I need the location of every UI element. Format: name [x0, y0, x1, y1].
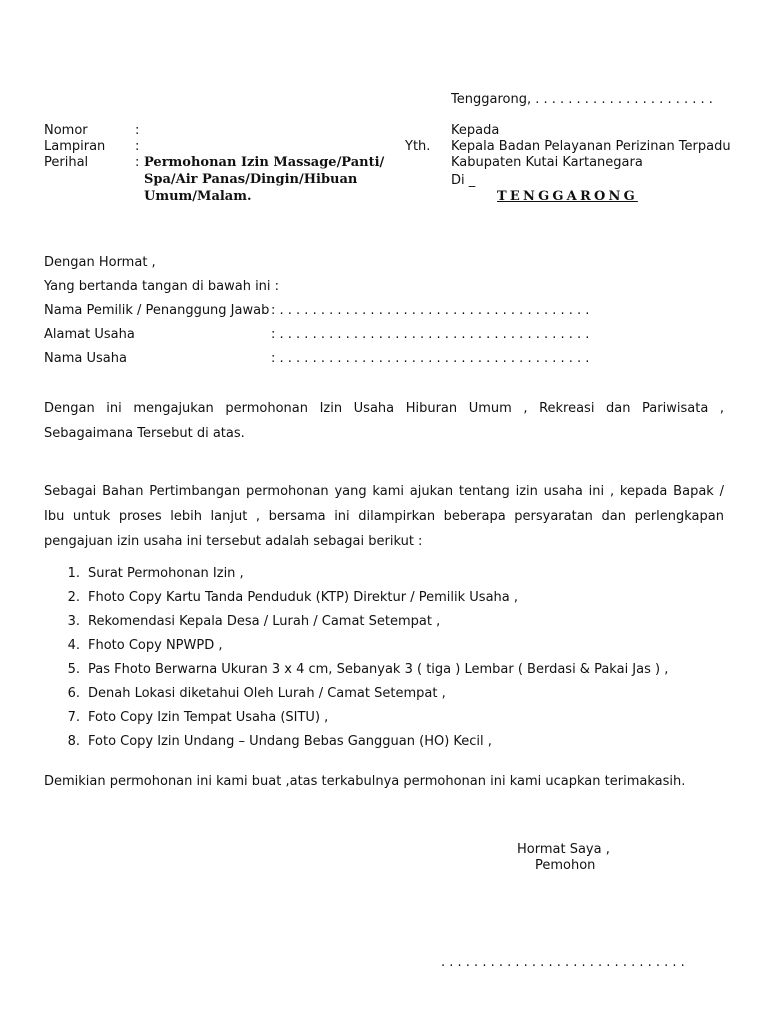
field-value-business-name: : . . . . . . . . . . . . . . . . . . . . . . . . . . . . . . . . . . . . . .: [271, 351, 590, 366]
list-item: [44, 562, 668, 586]
list-item-text: Surat Permohonan Izin ,: [88, 566, 244, 581]
request-paragraph: Dengan ini mengajukan permohonan Izin Usaha Hiburan Umum , Rekreasi dan Pariwisata , Sebagaimana Tersebut di atas.: [44, 401, 724, 441]
lampiran-label: Lampiran: [44, 139, 106, 154]
lampiran-colon: :: [135, 139, 140, 154]
perihal-subject-line1: Permohonan Izin Massage/Panti/: [144, 155, 385, 170]
signature-role: Pemohon: [535, 858, 596, 873]
signature-line: . . . . . . . . . . . . . . . . . . . . . . . . . . . . . .: [441, 955, 685, 970]
list-item-text: Pas Fhoto Berwarna Ukuran 3 x 4 cm, Sebanyak 3 ( tiga ) Lembar ( Berdasi & Pakai Jas ) ,: [88, 662, 669, 677]
list-item: [44, 730, 668, 754]
kepada-label: Kepada: [451, 123, 500, 138]
requirements-list: [44, 562, 668, 754]
perihal-colon: :: [135, 155, 140, 170]
requirements-intro-paragraph: Sebagai Bahan Pertimbangan permohonan yang kami ajukan tentang izin usaha ini , kepada Bapak / Ibu untuk proses lebih lanjut , bersama ini dilampirkan beberapa persyaratan dan perlengkapan pengajuan izin usaha ini tersebut adalah sebagai berikut :: [44, 484, 724, 549]
list-item-number: 1.: [67, 566, 80, 581]
list-item-number: 4.: [67, 638, 80, 653]
intro-line: Yang bertanda tangan di bawah ini :: [44, 279, 280, 294]
recipient-title: Kepala Badan Pelayanan Perizinan Terpadu: [451, 139, 731, 154]
recipient-region: Kabupaten Kutai Kartanegara: [451, 155, 643, 170]
yth-label: Yth.: [405, 139, 431, 154]
list-item-text: Rekomendasi Kepala Desa / Lurah / Camat Setempat ,: [88, 614, 441, 629]
greeting: Dengan Hormat ,: [44, 255, 156, 270]
perihal-subject-line3: Umum/Malam.: [144, 189, 252, 204]
list-item: [44, 634, 668, 658]
perihal-label: Perihal: [44, 155, 89, 170]
list-item-text: Denah Lokasi diketahui Oleh Lurah / Camat Setempat ,: [88, 686, 446, 701]
field-label-business-name: Nama Usaha: [44, 351, 127, 366]
di-label: Di _: [451, 173, 476, 188]
signature-regards: Hormat Saya ,: [517, 842, 610, 857]
list-item-number: 3.: [67, 614, 80, 629]
list-item-text: Foto Copy Izin Tempat Usaha (SITU) ,: [88, 710, 329, 725]
field-label-address: Alamat Usaha: [44, 327, 135, 342]
list-item-number: 8.: [67, 734, 80, 749]
list-item: [44, 586, 668, 610]
nomor-colon: :: [135, 123, 140, 138]
place-date-line: Tenggarong, . . . . . . . . . . . . . . . . . . . . . .: [451, 92, 713, 107]
field-label-owner: Nama Pemilik / Penanggung Jawab: [44, 303, 270, 318]
list-item-number: 6.: [67, 686, 80, 701]
list-item: [44, 658, 668, 682]
closing-sentence: Demikian permohonan ini kami buat ,atas terkabulnya permohonan ini kami ucapkan terimakasih.: [44, 774, 686, 789]
list-item-number: 7.: [67, 710, 80, 725]
perihal-subject-line2: Spa/Air Panas/Dingin/Hibuan: [144, 172, 358, 187]
list-item: [44, 706, 668, 730]
list-item-number: 5.: [67, 662, 80, 677]
list-item-text: Fhoto Copy Kartu Tanda Penduduk (KTP) Direktur / Pemilik Usaha ,: [88, 590, 519, 605]
list-item-text: Foto Copy Izin Undang – Undang Bebas Gangguan (HO) Kecil ,: [88, 734, 492, 749]
recipient-city: TENGGARONG: [497, 189, 638, 204]
field-value-owner: : . . . . . . . . . . . . . . . . . . . . . . . . . . . . . . . . . . . . . .: [271, 303, 590, 318]
nomor-label: Nomor: [44, 123, 88, 138]
list-item: [44, 682, 668, 706]
list-item-number: 2.: [67, 590, 80, 605]
field-value-address: : . . . . . . . . . . . . . . . . . . . . . . . . . . . . . . . . . . . . . .: [271, 327, 590, 342]
list-item: [44, 610, 668, 634]
list-item-text: Fhoto Copy NPWPD ,: [88, 638, 223, 653]
